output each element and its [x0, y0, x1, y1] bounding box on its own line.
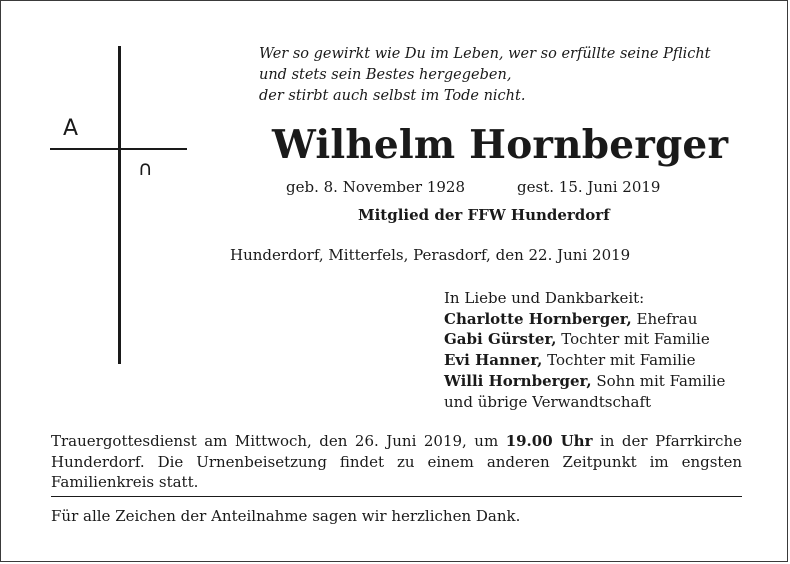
mourner-relation: Tochter mit Familie: [542, 351, 696, 370]
verse-line: und stets sein Bestes hergegeben,: [259, 67, 512, 83]
mourners-closing: und übrige Verwandtschaft: [444, 392, 652, 411]
funeral-service-info: [51, 431, 742, 493]
memorial-verse: [259, 44, 711, 107]
service-time: 19.00 Uhr: [505, 432, 593, 450]
mourner-relation: Sohn mit Familie: [591, 371, 726, 390]
membership-line: Mitglied der FFW Hunderdorf: [358, 206, 610, 224]
place-and-date: Hunderdorf, Mitterfels, Perasdorf, den 22. Juni 2019: [230, 246, 631, 264]
death-date: gest. 15. Juni 2019: [517, 178, 661, 196]
mourner-relation: Tochter mit Familie: [556, 330, 710, 349]
mourners-block: [444, 288, 725, 412]
thank-you-note: Für alle Zeichen der Anteilnahme sagen wir herzlichen Dank.: [51, 507, 521, 525]
mourner-entry: [444, 371, 725, 392]
mourner-entry: [444, 329, 725, 350]
verse-line: der stirbt auch selbst im Tode nicht.: [259, 88, 526, 104]
omega-symbol: ∩: [138, 156, 153, 180]
life-dates: [286, 177, 660, 197]
mourner-name: Gabi Gürster,: [444, 330, 557, 349]
mourner-relation: Ehefrau: [631, 309, 698, 328]
divider-line: [51, 496, 742, 497]
birth-date: geb. 8. November 1928: [286, 178, 466, 196]
deceased-name: Wilhelm Hornberger: [272, 122, 729, 168]
service-text-before: Trauergottesdienst am Mittwoch, den 26. Juni 2019, um: [51, 432, 506, 450]
cross-horizontal-bar: [50, 148, 187, 150]
service-text-after: in der Pfarrkirche Hunderdorf. Die Urnenbeisetzung findet zu einem anderen Zeitpunkt im engsten Familienkreis statt.: [51, 432, 742, 491]
alpha-symbol: A: [63, 116, 79, 141]
mourner-entry: [444, 309, 725, 330]
mourners-intro: In Liebe und Dankbarkeit:: [444, 289, 645, 307]
verse-line: Wer so gewirkt wie Du im Leben, wer so erfüllte seine Pflicht: [259, 46, 711, 62]
mourner-entry: [444, 350, 725, 371]
mourner-name: Evi Hanner,: [444, 351, 543, 370]
mourner-name: Charlotte Hornberger,: [444, 309, 632, 328]
cross-vertical-bar: [118, 46, 121, 364]
mourner-name: Willi Hornberger,: [444, 371, 592, 390]
